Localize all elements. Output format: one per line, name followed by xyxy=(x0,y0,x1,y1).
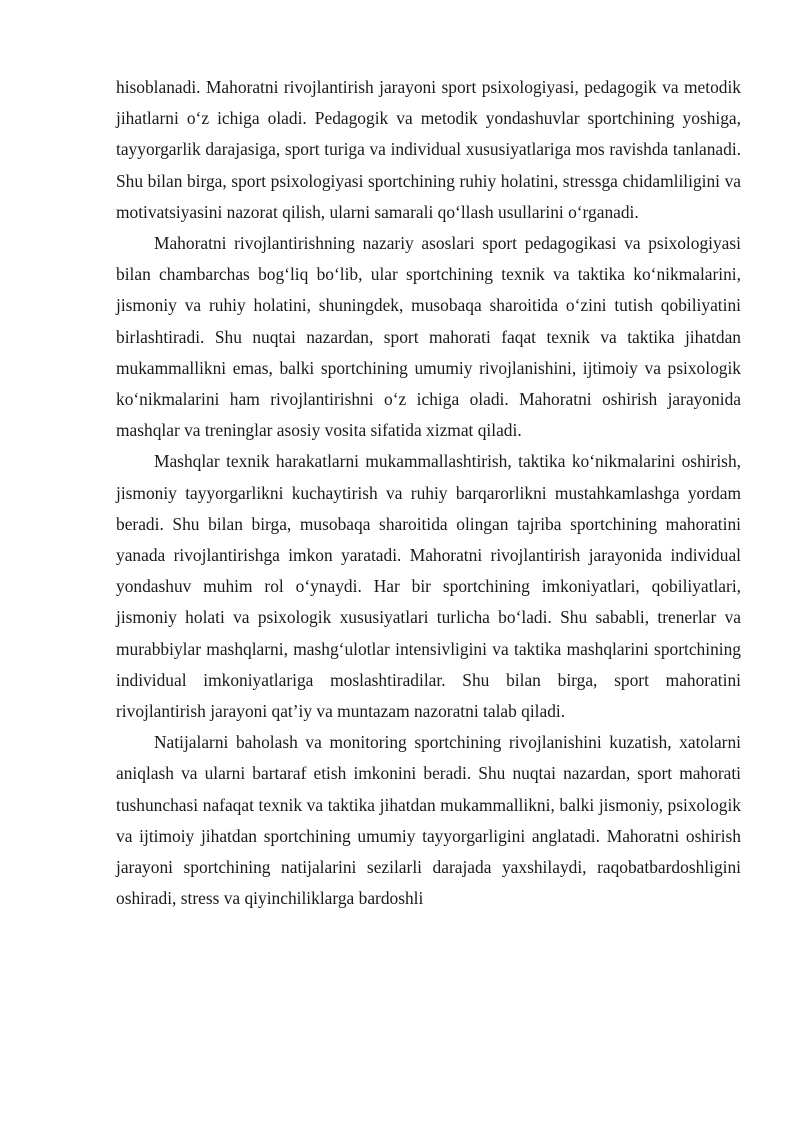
document-page xyxy=(116,72,741,914)
paragraph-1: hisoblanadi. Mahoratni rivojlantirish jarayoni sport psixologiyasi, pedagogik va metodik jihatlarni o‘z ichiga oladi. Pedagogik va metodik yondashuvlar sportchining yoshiga, tayyorgarlik darajasiga, sport turiga va individual xususiyatlariga mos ravishda tanlanadi. Shu bilan birga, sport psixologiyasi sportchining ruhiy holatini, stressga chidamliligini va motivatsiyasini nazorat qilish, ularni samarali qo‘llash usullarini o‘rganadi. xyxy=(116,77,741,222)
paragraph-2: Mahoratni rivojlantirishning nazariy asoslari sport pedagogikasi va psixologiyasi bilan chambarchas bog‘liq bo‘lib, ular sportchining texnik va taktika ko‘nikmalarini, jismoniy va ruhiy holatini, shuningdek, musobaqa sharoitida o‘zini tutish qobiliyatini birlashtiradi. Shu nuqtai nazardan, sport mahorati faqat texnik va taktika jihatdan mukammallikni emas, balki sportchining umumiy rivojlanishini, ijtimoiy va psixologik ko‘nikmalarini ham rivojlantirishni o‘z ichiga oladi. Mahoratni oshirish jarayonida mashqlar va treninglar asosiy vosita sifatida xizmat qiladi. xyxy=(116,233,741,441)
paragraph-3: Mashqlar texnik harakatlarni mukammallashtirish, taktika ko‘nikmalarini oshirish, jismoniy tayyorgarlikni kuchaytirish va ruhiy barqarorlikni mustahkamlashga yordam beradi. Shu bilan birga, musobaqa sharoitida olingan tajriba sportchining mahoratini yanada rivojlantirishga imkon yaratadi. Mahoratni rivojlantirish jarayonida individual yondashuv muhim rol o‘ynaydi. Har bir sportchining imkoniyatlari, qobiliyatlari, jismoniy holati va psixologik xususiyatlari turlicha bo‘ladi. Shu sababli, trenerlar va murabbiylar mashqlarni, mashg‘ulotlar intensivligini va taktika mashqlarini sportchining individual imkoniyatlariga moslashtiradilar. Shu bilan birga, sport mahoratini rivojlantirish jarayoni qat’iy va muntazam nazoratni talab qiladi. xyxy=(116,451,741,722)
paragraph-4: Natijalarni baholash va monitoring sportchining rivojlanishini kuzatish, xatolarni aniqlash va ularni bartaraf etish imkonini beradi. Shu nuqtai nazardan, sport mahorati tushunchasi nafaqat texnik va taktika jihatdan mukammallikni, balki jismoniy, psixologik va ijtimoiy jihatdan sportchining umumiy tayyorgarligini anglatadi. Mahoratni oshirish jarayoni sportchining natijalarini sezilarli darajada yaxshilaydi, raqobatbardoshligini oshiradi, stress va qiyinchiliklarga bardoshli xyxy=(116,732,741,909)
